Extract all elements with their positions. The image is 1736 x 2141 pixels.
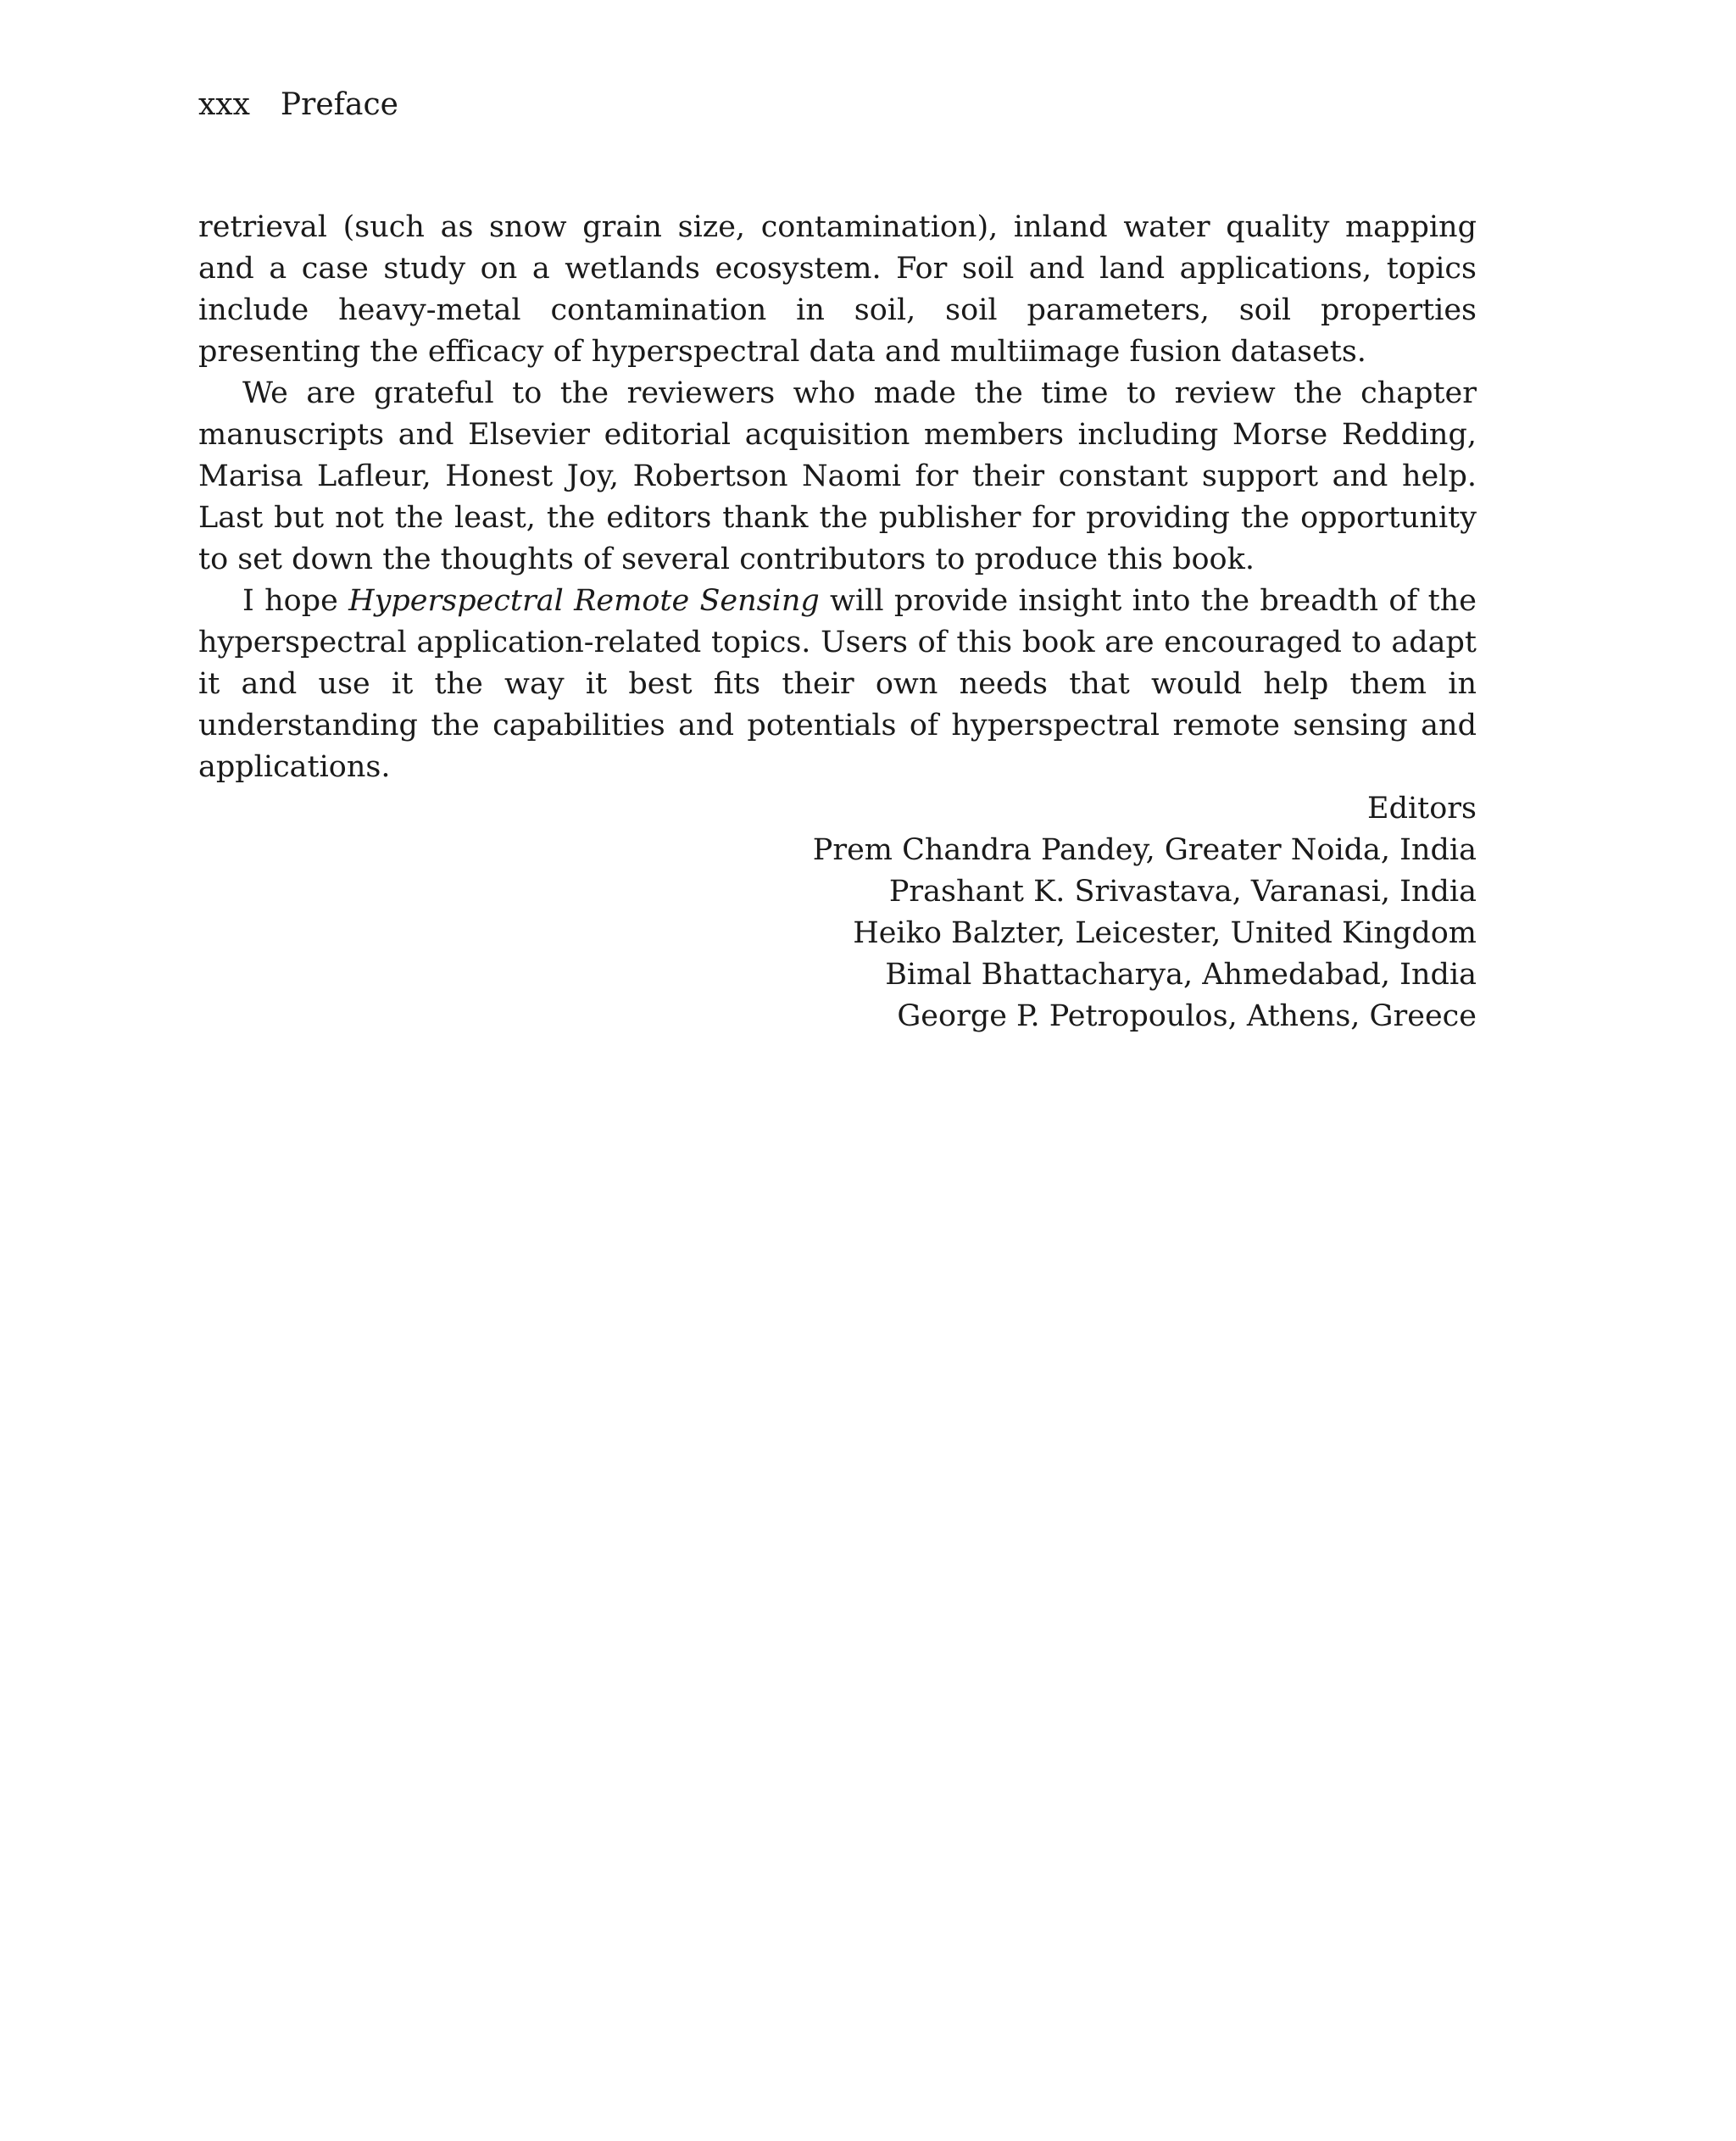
paragraph-closing-rest: will provide insight into the breadth of the hyperspectral application-related topics. Users of this book are encouraged to adapt it and use it the way it best fits their own needs that would help them in understanding the capabilities and potentials of hyperspectral remote sensing and applications.: [198, 584, 1477, 784]
paragraph-closing-lead: I hope: [242, 584, 349, 618]
preface-body: [198, 207, 1477, 1037]
editor-line: Heiko Balzter, Leicester, United Kingdom: [853, 916, 1477, 950]
signature-heading: Editors: [1367, 792, 1477, 826]
page-number: xxx: [198, 87, 250, 122]
paragraph-acknowledgements: We are grateful to the reviewers who made the time to review the chapter manuscripts and Elsevier editorial acquisition members including Morse Redding, Marisa Lafleur, Honest Joy, Robertson Naomi for their constant support and help. Last but not the least, the editors thank the publisher for providing the opportunity to set down the thoughts of several contributors to produce this book.: [198, 376, 1477, 576]
editor-line: Prem Chandra Pandey, Greater Noida, India: [812, 833, 1477, 867]
editor-line: Bimal Bhattacharya, Ahmedabad, India: [885, 958, 1477, 992]
editors-signature: [198, 788, 1477, 1037]
paragraph-continuation: retrieval (such as snow grain size, contamination), inland water quality mapping and a case study on a wetlands ecosystem. For soil and land applications, topics include heavy-metal contamination in soil, soil parameters, soil properties presenting the efficacy of hyperspectral data and multiimage fusion datasets.: [198, 210, 1477, 369]
editor-line: Prashant K. Srivastava, Varanasi, India: [888, 875, 1477, 909]
editor-line: George P. Petropoulos, Athens, Greece: [897, 999, 1477, 1033]
book-title: Hyperspectral Remote Sensing: [348, 584, 820, 618]
paragraph-closing: [198, 581, 1477, 788]
running-head: [198, 85, 398, 125]
section-title: Preface: [280, 87, 398, 122]
